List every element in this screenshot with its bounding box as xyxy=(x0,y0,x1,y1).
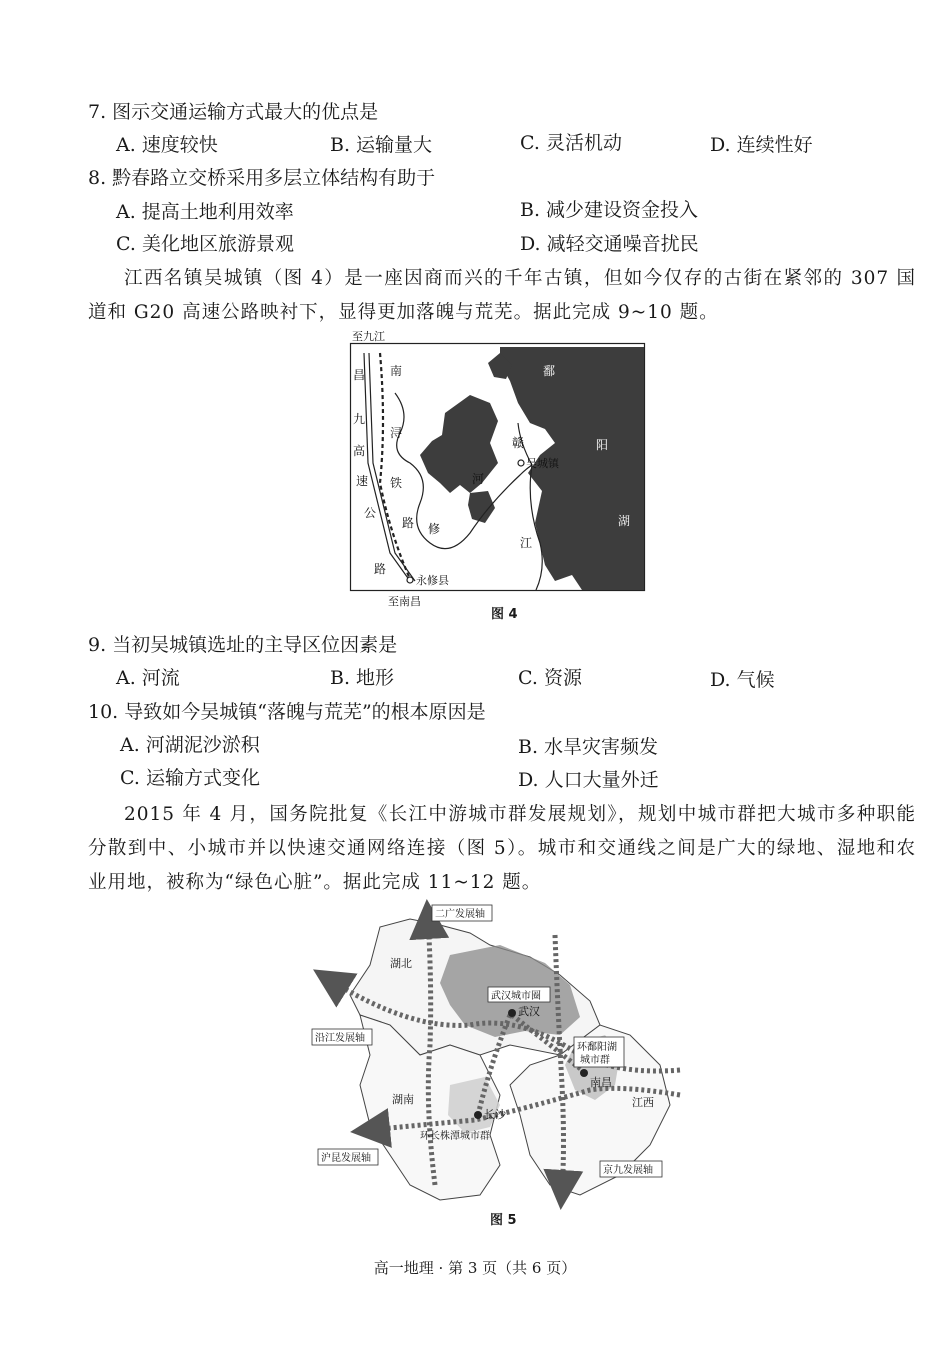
highway-char-1: 昌 xyxy=(353,368,366,382)
label-poyang-group-2: 城市群 xyxy=(580,1055,610,1066)
page-footer: 高一地理 · 第 3 页（共 6 页） xyxy=(373,1259,577,1277)
yongxiu-marker xyxy=(407,577,413,583)
q10-option-b: B. 水旱灾害频发 xyxy=(518,736,659,758)
q9-option-b: B. 地形 xyxy=(330,667,395,689)
figure-5-map xyxy=(300,905,685,1205)
q9-option-d: D. 气候 xyxy=(710,669,775,691)
q9-option-c: C. 资源 xyxy=(518,667,582,689)
railway-char-4: 路 xyxy=(402,516,415,530)
poyang-char-2: 阳 xyxy=(596,438,609,452)
highway-char-2: 九 xyxy=(353,412,366,426)
q10-option-c: C. 运输方式变化 xyxy=(120,767,260,789)
q7-option-c: C. 灵活机动 xyxy=(520,132,622,154)
nanchang-marker xyxy=(580,1069,588,1077)
xiu-char-1: 修 xyxy=(428,522,441,536)
passage-wucheng: 江西名镇吴城镇（图 4）是一座因商而兴的千年古镇，但如今仅存的古街在紧邻的 307 国道和 G20 高速公路映衬下，显得更加落魄与荒芜。据此完成 9~10 题。 xyxy=(88,268,916,323)
q8-option-d: D. 减轻交通噪音扰民 xyxy=(520,233,699,255)
railway-char-3: 铁 xyxy=(390,476,403,490)
label-yanjiang: 沿江发展轴 xyxy=(315,1033,365,1044)
highway-char-5: 公 xyxy=(364,506,377,520)
label-nanchang: 南昌 xyxy=(590,1076,612,1089)
label-hukun: 沪昆发展轴 xyxy=(321,1153,371,1164)
q8-stem: 8. 黔春路立交桥采用多层立体结构有助于 xyxy=(88,167,436,189)
label-hunan: 湖南 xyxy=(392,1093,414,1106)
label-to-nanchang: 至南昌 xyxy=(388,595,421,608)
xiu-char-2: 河 xyxy=(472,472,485,486)
highway-char-3: 高 xyxy=(353,444,366,458)
label-wuhan: 武汉 xyxy=(518,1005,540,1018)
q10-option-a: A. 河湖泥沙淤积 xyxy=(120,734,260,756)
q10-option-d: D. 人口大量外迁 xyxy=(518,769,659,791)
label-to-jiujiang: 至九江 xyxy=(352,330,385,343)
label-changsha: 长沙 xyxy=(484,1108,506,1121)
highway-char-6: 路 xyxy=(374,562,387,576)
label-changzhutan: 环长株潭城市群 xyxy=(420,1131,490,1142)
figure-4-caption: 图 4 xyxy=(491,607,518,622)
label-wuhan-circle: 武汉城市圈 xyxy=(491,991,541,1002)
figure-4-map xyxy=(350,330,645,608)
q8-option-b: B. 减少建设资金投入 xyxy=(520,199,699,221)
q8-option-c: C. 美化地区旅游景观 xyxy=(116,233,294,255)
railway-char-1: 南 xyxy=(390,364,403,378)
wuhan-marker xyxy=(508,1009,516,1017)
gan-char-1: 赣 xyxy=(512,436,525,450)
passage-urban-cluster: 2015 年 4 月，国务院批复《长江中游城市群发展规划》，规划中城市群把大城市多种职能分散到中、小城市并以快速交通网络连接（图 5）。城市和交通线之间是广大的绿地、湿地和农业用地，被称为“绿色心脏”。据此完成 11~12 题。 xyxy=(88,804,916,893)
poyang-char-3: 湖 xyxy=(618,514,631,528)
changsha-marker xyxy=(474,1111,482,1119)
label-jingjiu: 京九发展轴 xyxy=(603,1165,653,1176)
label-poyang-group-1: 环鄱阳湖 xyxy=(577,1042,617,1053)
q7-option-d: D. 连续性好 xyxy=(710,134,813,156)
q7-option-b: B. 运输量大 xyxy=(330,134,433,156)
label-hubei: 湖北 xyxy=(390,957,412,970)
wucheng-marker xyxy=(518,460,524,466)
label-erguang: 二广发展轴 xyxy=(435,909,485,920)
railway-char-2: 浔 xyxy=(390,426,403,440)
label-wucheng: 吴城镇 xyxy=(526,457,559,470)
figure-5-caption: 图 5 xyxy=(490,1213,517,1228)
q7-stem: 7. 图示交通运输方式最大的优点是 xyxy=(88,101,379,123)
q9-option-a: A. 河流 xyxy=(116,667,180,689)
q10-stem: 10. 导致如今吴城镇“落魄与荒芜”的根本原因是 xyxy=(88,701,486,723)
label-yongxiu: 永修县 xyxy=(416,574,449,587)
poyang-char-1: 鄱 xyxy=(543,364,556,378)
q8-option-a: A. 提高土地利用效率 xyxy=(116,201,294,223)
q7-option-a: A. 速度较快 xyxy=(116,134,218,156)
gan-char-2: 江 xyxy=(520,536,533,550)
q9-stem: 9. 当初吴城镇选址的主导区位因素是 xyxy=(88,634,398,656)
highway-char-4: 速 xyxy=(356,474,369,488)
label-jiangxi: 江西 xyxy=(632,1096,654,1109)
